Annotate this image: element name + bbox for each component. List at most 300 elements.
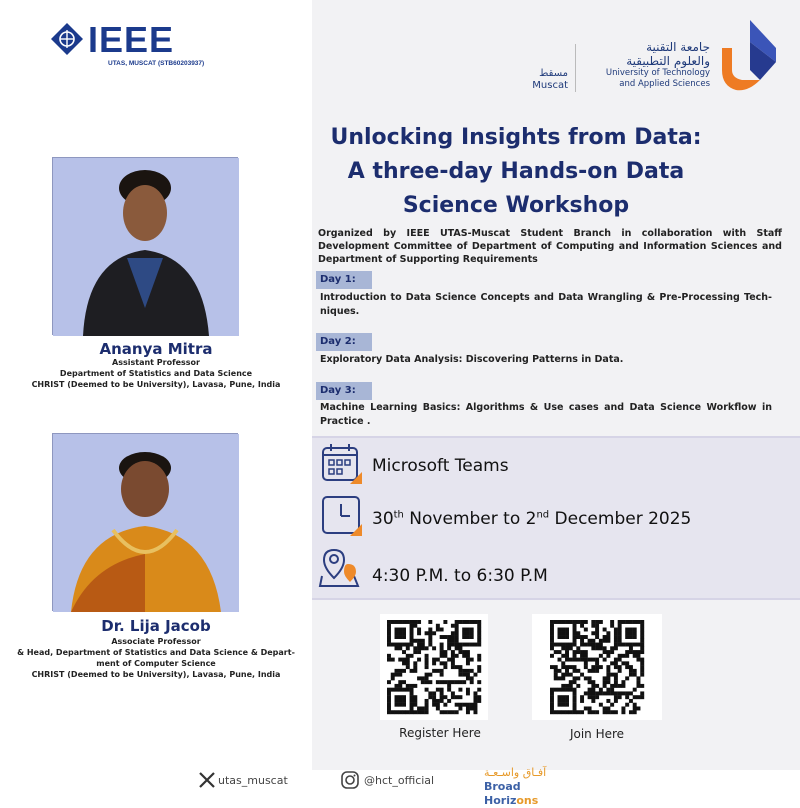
qr-module <box>606 680 610 684</box>
qr-module <box>458 646 462 650</box>
qr-module <box>606 669 610 673</box>
qr-module <box>440 643 444 647</box>
qr-module <box>636 654 640 658</box>
qr-module <box>595 684 599 688</box>
organizer-text: Organized by IEEE UTAS-Muscat Student Branch in collaboration with Staff Development Committee of Department of Computing and Information Sciences and Department of Supporting Requirements <box>318 228 782 265</box>
qr-module <box>398 628 402 632</box>
qr-module <box>595 661 599 665</box>
day-1-text: Introduction to Data Science Concepts and Data Wrangling & Pre-Processing Tech- niques. <box>320 292 772 317</box>
speaker-1-inst: CHRIST (Deemed to be University), Lavasa, Pune, India <box>31 380 281 389</box>
qr-module <box>440 710 444 714</box>
qr-module <box>633 673 637 677</box>
qr-module <box>451 695 455 699</box>
qr-module <box>569 673 573 677</box>
qr-module <box>640 661 644 665</box>
qr-module <box>413 624 417 628</box>
qr-module <box>614 628 618 632</box>
qr-module <box>591 624 595 628</box>
qr-module <box>447 684 451 688</box>
qr-module <box>595 658 599 662</box>
qr-module <box>395 669 399 673</box>
qr-module <box>410 688 414 692</box>
qr-module <box>406 658 410 662</box>
qr-module <box>473 620 477 624</box>
qr-module <box>565 669 569 673</box>
qr-module <box>573 703 577 707</box>
qr-module <box>576 658 580 662</box>
qr-module <box>569 665 573 669</box>
qr-module <box>584 650 588 654</box>
location-pin-icon <box>318 546 362 590</box>
qr-module <box>458 706 462 710</box>
qr-module <box>633 695 637 699</box>
qr-module <box>458 680 462 684</box>
qr-module <box>391 620 395 624</box>
qr-module <box>417 628 421 632</box>
qr-module <box>629 691 633 695</box>
qr-module <box>466 654 470 658</box>
qr-module <box>573 676 577 680</box>
qr-module <box>447 643 451 647</box>
qr-module <box>595 695 599 699</box>
qr-module <box>410 635 414 639</box>
date-end: December 2025 <box>549 509 692 529</box>
speaker-2-photo <box>52 433 238 611</box>
qr-module <box>576 635 580 639</box>
qr-module <box>447 680 451 684</box>
qr-module <box>603 691 607 695</box>
qr-module <box>402 688 406 692</box>
qr-module <box>432 631 436 635</box>
qr-module <box>462 673 466 677</box>
qr-module <box>606 650 610 654</box>
qr-module <box>588 680 592 684</box>
qr-module <box>462 669 466 673</box>
qr-module <box>447 646 451 650</box>
register-qr-code[interactable] <box>380 614 488 720</box>
qr-module <box>599 703 603 707</box>
qr-module <box>558 669 562 673</box>
qr-module <box>561 635 565 639</box>
qr-module <box>436 624 440 628</box>
qr-module <box>550 706 554 710</box>
qr-module <box>451 710 455 714</box>
qr-module <box>614 699 618 703</box>
qr-module <box>591 631 595 635</box>
qr-module <box>417 710 421 714</box>
join-label[interactable]: Join Here <box>569 727 625 741</box>
qr-module <box>451 661 455 665</box>
qr-module <box>406 665 410 669</box>
qr-module <box>573 680 577 684</box>
qr-module <box>640 650 644 654</box>
qr-module <box>443 661 447 665</box>
qr-module <box>618 624 622 628</box>
qr-module <box>402 635 406 639</box>
qr-module <box>451 654 455 658</box>
qr-module <box>606 639 610 643</box>
qr-module <box>395 620 399 624</box>
qr-module <box>425 699 429 703</box>
qr-module <box>588 676 592 680</box>
qr-module <box>584 676 588 680</box>
qr-module <box>402 628 406 632</box>
qr-module <box>455 703 459 707</box>
qr-module <box>599 688 603 692</box>
qr-module <box>561 695 565 699</box>
qr-module <box>636 706 640 710</box>
qr-module <box>395 628 399 632</box>
qr-module <box>447 699 451 703</box>
qr-module <box>473 695 477 699</box>
qr-module <box>451 624 455 628</box>
qr-module <box>451 658 455 662</box>
qr-module <box>458 669 462 673</box>
qr-module <box>470 680 474 684</box>
qr-module <box>550 688 554 692</box>
qr-module <box>636 650 640 654</box>
qr-module <box>588 695 592 699</box>
qr-module <box>558 676 562 680</box>
qr-module <box>410 643 414 647</box>
qr-module <box>591 665 595 669</box>
qr-module <box>573 643 577 647</box>
qr-module <box>477 658 481 662</box>
speaker-1-name: Ananya Mitra <box>99 340 213 358</box>
qr-module <box>391 658 395 662</box>
qr-module <box>440 695 444 699</box>
qr-module <box>413 703 417 707</box>
qr-module <box>428 628 432 632</box>
broad-horizons-logo <box>484 766 574 808</box>
qr-module <box>477 669 481 673</box>
join-qr-code[interactable] <box>532 614 662 720</box>
qr-module <box>599 643 603 647</box>
qr-module <box>569 658 573 662</box>
qr-module <box>580 654 584 658</box>
qr-module <box>573 624 577 628</box>
qr-module <box>625 635 629 639</box>
qr-module <box>561 628 565 632</box>
qr-module <box>470 676 474 680</box>
day-3-tag: Day 3: <box>316 382 372 400</box>
qr-module <box>395 631 399 635</box>
qr-module <box>425 676 429 680</box>
qr-module <box>417 639 421 643</box>
qr-module <box>584 691 588 695</box>
qr-module <box>436 703 440 707</box>
qr-module <box>443 620 447 624</box>
qr-module <box>413 620 417 624</box>
qr-module <box>402 631 406 635</box>
qr-module <box>573 654 577 658</box>
qr-module <box>413 665 417 669</box>
qr-module <box>565 684 569 688</box>
qr-module <box>629 635 633 639</box>
qr-module <box>425 646 429 650</box>
logo-divider <box>575 44 576 92</box>
qr-module <box>440 628 444 632</box>
instagram-handle[interactable]: @hct_official <box>364 774 435 787</box>
qr-module <box>406 710 410 714</box>
qr-module <box>440 691 444 695</box>
qr-module <box>573 688 577 692</box>
qr-module <box>558 650 562 654</box>
qr-module <box>584 628 588 632</box>
x-handle[interactable]: utas_muscat <box>218 774 288 787</box>
qr-module <box>458 703 462 707</box>
qr-module <box>595 620 599 624</box>
qr-module <box>573 706 577 710</box>
qr-module <box>458 643 462 647</box>
qr-module <box>610 661 614 665</box>
qr-module <box>614 695 618 699</box>
qr-module <box>436 699 440 703</box>
qr-module <box>618 691 622 695</box>
qr-module <box>640 631 644 635</box>
qr-module <box>428 673 432 677</box>
qr-module <box>580 620 584 624</box>
qr-module <box>565 710 569 714</box>
muscat-label <box>528 68 568 92</box>
qr-module <box>455 628 459 632</box>
qr-module <box>554 650 558 654</box>
qr-module <box>636 695 640 699</box>
qr-module <box>451 631 455 635</box>
qr-module <box>455 680 459 684</box>
qr-module <box>584 635 588 639</box>
qr-module <box>625 691 629 695</box>
qr-module <box>391 688 395 692</box>
qr-module <box>603 646 607 650</box>
qr-module <box>436 669 440 673</box>
qr-module <box>391 673 395 677</box>
qr-module <box>558 658 562 662</box>
qr-module <box>413 710 417 714</box>
qr-module <box>565 658 569 662</box>
qr-module <box>561 643 565 647</box>
title-line-3: Science Workshop <box>402 193 630 218</box>
qr-module <box>395 688 399 692</box>
qr-module <box>625 703 629 707</box>
qr-module <box>395 643 399 647</box>
qr-module <box>440 654 444 658</box>
qr-module <box>621 684 625 688</box>
day-2-tag: Day 2: <box>316 333 372 351</box>
qr-module <box>636 676 640 680</box>
qr-module <box>625 695 629 699</box>
qr-module <box>447 658 451 662</box>
qr-module <box>606 665 610 669</box>
qr-module <box>554 620 558 624</box>
qr-module <box>599 665 603 669</box>
qr-module <box>599 654 603 658</box>
register-label[interactable]: Register Here <box>399 726 481 740</box>
qr-module <box>466 635 470 639</box>
speaker-1-dept: Department of Statistics and Data Science <box>59 369 253 378</box>
qr-module <box>462 703 466 707</box>
qr-module <box>603 684 607 688</box>
qr-module <box>447 639 451 643</box>
qr-module <box>621 643 625 647</box>
qr-module <box>618 684 622 688</box>
qr-module <box>387 639 391 643</box>
qr-module <box>455 695 459 699</box>
qr-module <box>565 665 569 669</box>
qr-module <box>421 680 425 684</box>
qr-module <box>398 710 402 714</box>
qr-module <box>610 620 614 624</box>
qr-module <box>595 631 599 635</box>
qr-module <box>417 643 421 647</box>
qr-module <box>554 710 558 714</box>
qr-module <box>621 710 625 714</box>
qr-module <box>625 650 629 654</box>
ieee-logo <box>50 19 205 70</box>
qr-module <box>406 661 410 665</box>
qr-module <box>466 673 470 677</box>
qr-module <box>406 646 410 650</box>
qr-module <box>633 628 637 632</box>
qr-module <box>618 654 622 658</box>
calendar-icon <box>320 442 364 486</box>
university-logo-icon <box>718 18 778 94</box>
qr-module <box>387 703 391 707</box>
qr-module <box>595 643 599 647</box>
qr-module <box>610 650 614 654</box>
qr-module <box>591 643 595 647</box>
qr-module <box>591 699 595 703</box>
qr-module <box>443 680 447 684</box>
qr-module <box>591 620 595 624</box>
qr-module <box>606 673 610 677</box>
qr-module <box>614 680 618 684</box>
qr-module <box>395 673 399 677</box>
university-name <box>586 40 710 90</box>
qr-module <box>440 646 444 650</box>
qr-module <box>603 676 607 680</box>
qr-module <box>610 624 614 628</box>
date-label <box>372 509 691 529</box>
qr-module <box>629 628 633 632</box>
qr-module <box>473 703 477 707</box>
qr-module <box>402 669 406 673</box>
qr-module <box>584 706 588 710</box>
qr-module <box>565 695 569 699</box>
qr-module <box>591 684 595 688</box>
qr-module <box>636 620 640 624</box>
speaker-2-inst: CHRIST (Deemed to be University), Lavasa, Pune, India <box>31 670 281 679</box>
qr-module <box>470 620 474 624</box>
qr-module <box>565 628 569 632</box>
qr-module <box>470 703 474 707</box>
qr-module <box>440 661 444 665</box>
qr-module <box>417 631 421 635</box>
platform-label: Microsoft Teams <box>372 456 509 476</box>
time-label: 4:30 P.M. to 6:30 P.M <box>372 566 548 586</box>
qr-module <box>640 643 644 647</box>
qr-module <box>466 620 470 624</box>
qr-module <box>436 628 440 632</box>
qr-module <box>395 699 399 703</box>
qr-module <box>550 703 554 707</box>
qr-module <box>606 710 610 714</box>
qr-module <box>398 699 402 703</box>
qr-module <box>629 650 633 654</box>
qr-module <box>629 620 633 624</box>
qr-module <box>466 628 470 632</box>
qr-module <box>606 699 610 703</box>
qr-module <box>425 661 429 665</box>
qr-module <box>633 643 637 647</box>
speaker-1-details <box>10 357 302 390</box>
qr-module <box>599 620 603 624</box>
qr-module <box>640 684 644 688</box>
qr-module <box>614 631 618 635</box>
qr-module <box>561 676 565 680</box>
qr-module <box>402 620 406 624</box>
qr-module <box>470 628 474 632</box>
qr-module <box>561 684 565 688</box>
qr-module <box>621 691 625 695</box>
qr-module <box>595 691 599 695</box>
qr-module <box>573 665 577 669</box>
qr-module <box>428 691 432 695</box>
instagram-icon <box>340 770 360 790</box>
qr-module <box>614 684 618 688</box>
qr-module <box>443 695 447 699</box>
qr-module <box>470 706 474 710</box>
qr-module <box>621 706 625 710</box>
qr-module <box>603 710 607 714</box>
qr-module <box>565 631 569 635</box>
qr-module <box>451 665 455 669</box>
qr-module <box>451 643 455 647</box>
qr-module <box>614 691 618 695</box>
qr-module <box>610 673 614 677</box>
qr-module <box>387 631 391 635</box>
qr-module <box>633 669 637 673</box>
qr-module <box>565 650 569 654</box>
qr-module <box>550 710 554 714</box>
qr-module <box>614 635 618 639</box>
qr-module <box>636 658 640 662</box>
qr-module <box>477 695 481 699</box>
qr-module <box>573 635 577 639</box>
qr-module <box>580 624 584 628</box>
qr-module <box>417 650 421 654</box>
qr-module <box>629 673 633 677</box>
qr-module <box>588 710 592 714</box>
qr-module <box>591 680 595 684</box>
qr-module <box>550 635 554 639</box>
qr-module <box>640 639 644 643</box>
qr-module <box>610 691 614 695</box>
qr-module <box>436 706 440 710</box>
qr-module <box>573 650 577 654</box>
qr-module <box>410 703 414 707</box>
qr-module <box>588 669 592 673</box>
qr-module <box>606 635 610 639</box>
qr-module <box>477 620 481 624</box>
qr-module <box>477 639 481 643</box>
qr-module <box>425 654 429 658</box>
qr-module <box>428 680 432 684</box>
qr-module <box>576 650 580 654</box>
qr-module <box>588 643 592 647</box>
qr-module <box>477 665 481 669</box>
qr-module <box>550 699 554 703</box>
